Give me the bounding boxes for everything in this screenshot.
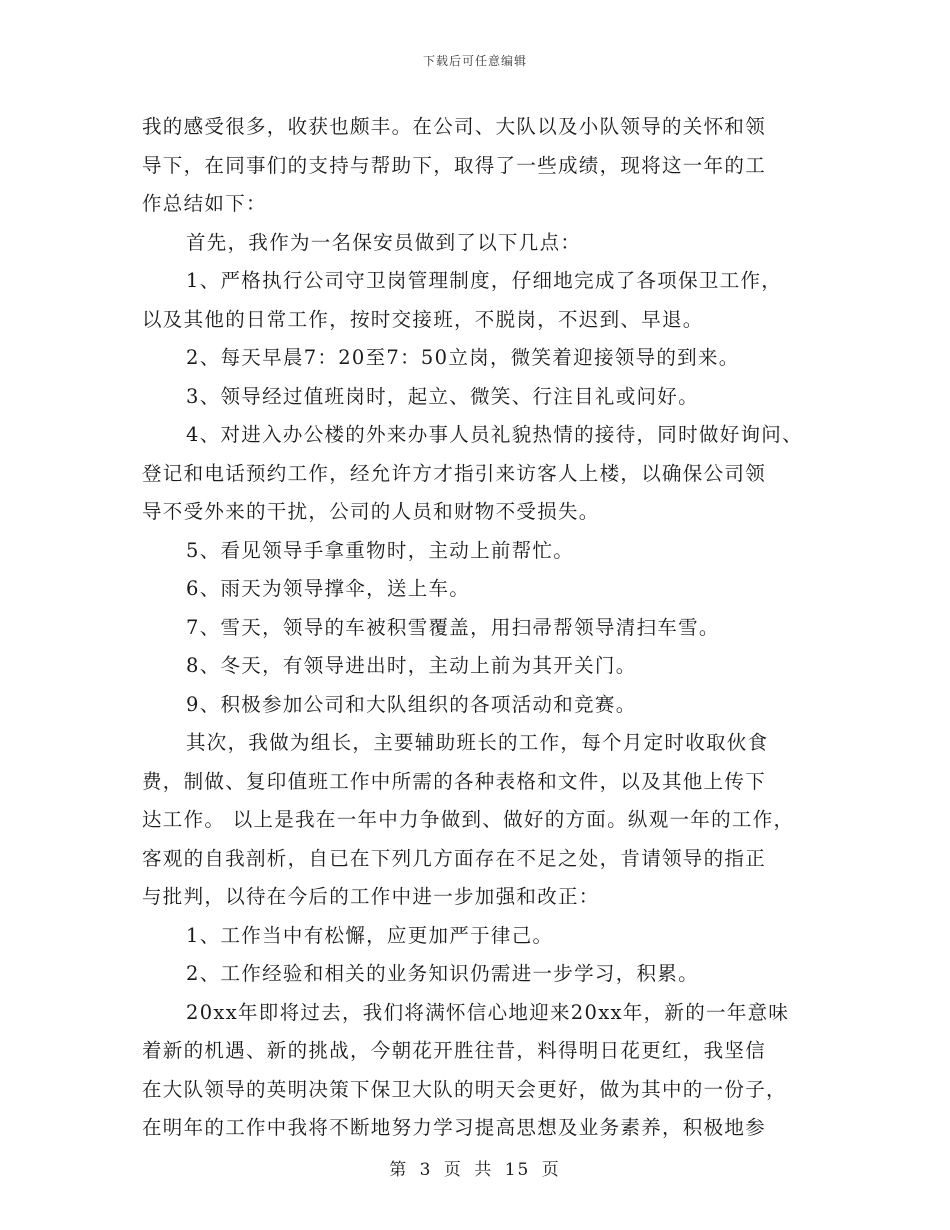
body-line: 首先，我作为一名保安员做到了以下几点： (186, 230, 582, 254)
body-line: 20xx年即将过去，我们将满怀信心地迎来20xx年，新的一年意味 (186, 1000, 790, 1024)
body-line: 与批判，以待在今后的工作中进一步加强和改正： (142, 885, 600, 908)
body-line: 登记和电话预约工作，经允许方才指引来访客人上楼，以确保公司领 (142, 461, 767, 485)
body-line: 7、雪天，领导的车被积雪覆盖，用扫帚帮领导清扫车雪。 (186, 615, 720, 639)
page-number: 第 3 页 共 15 页 (389, 1160, 561, 1180)
body-line: 导不受外来的干扰，公司的人员和财物不受损失。 (142, 500, 600, 523)
body-line: 4、对进入办公楼的外来办事人员礼貌热情的接待，同时做好询问、 (186, 423, 803, 446)
page-header-note: 下载后可任意编辑 (422, 54, 527, 68)
body-line: 导下，在同事们的支持与帮助下，取得了一些成绩，现将这一年的工 (142, 153, 767, 177)
body-line: 其次，我做为组长，主要辅助班长的工作，每个月定时收取伙食 (186, 731, 769, 754)
body-line: 在明年的工作中我将不断地努力学习提高思想及业务素养，积极地参 (142, 1116, 767, 1139)
body-line: 客观的自我剖析，自已在下列几方面存在不足之处，肯请领导的指正 (142, 846, 767, 870)
body-line: 作总结如下： (142, 192, 267, 215)
body-line: 1、工作当中有松懈，应更加严于律己。 (186, 923, 554, 947)
body-line: 3、领导经过值班岗时，起立、微笑、行注目礼或问好。 (186, 384, 699, 408)
body-line: 1、严格执行公司守卫岗管理制度，仔细地完成了各项保卫工作， (186, 269, 783, 292)
document-body (142, 108, 832, 1148)
body-line: 5、看见领导手拿重物时，主动上前帮忙。 (186, 538, 575, 562)
body-line: 9、积极参加公司和大队组织的各项活动和竞赛。 (186, 692, 637, 716)
body-line: 以及其他的日常工作，按时交接班，不脱岗，不迟到、早退。 (142, 307, 704, 331)
body-line: 2、工作经验和相关的业务知识仍需进一步学习，积累。 (186, 962, 699, 985)
body-line: 6、雨天为领导撑伞，送上车。 (186, 577, 471, 600)
body-line: 在大队领导的英明决策下保卫大队的明天会更好，做为其中的一份子， (142, 1077, 787, 1101)
body-line: 达工作。 以上是我在一年中力争做到、做好的方面。纵观一年的工作， (142, 808, 795, 831)
body-line: 2、每天早晨7：20至7：50立岗，微笑着迎接领导的到来。 (186, 346, 740, 369)
body-line: 着新的机遇、新的挑战，今朝花开胜往昔，料得明日花更红，我坚信 (142, 1039, 767, 1062)
body-line: 8、冬天，有领导进出时，主动上前为其开关门。 (186, 654, 637, 677)
body-line: 我的感受很多，收获也颇丰。在公司、大队以及小队领导的关怀和领 (142, 115, 767, 138)
body-line: 费，制做、复印值班工作中所需的各种表格和文件，以及其他上传下 (142, 769, 767, 793)
